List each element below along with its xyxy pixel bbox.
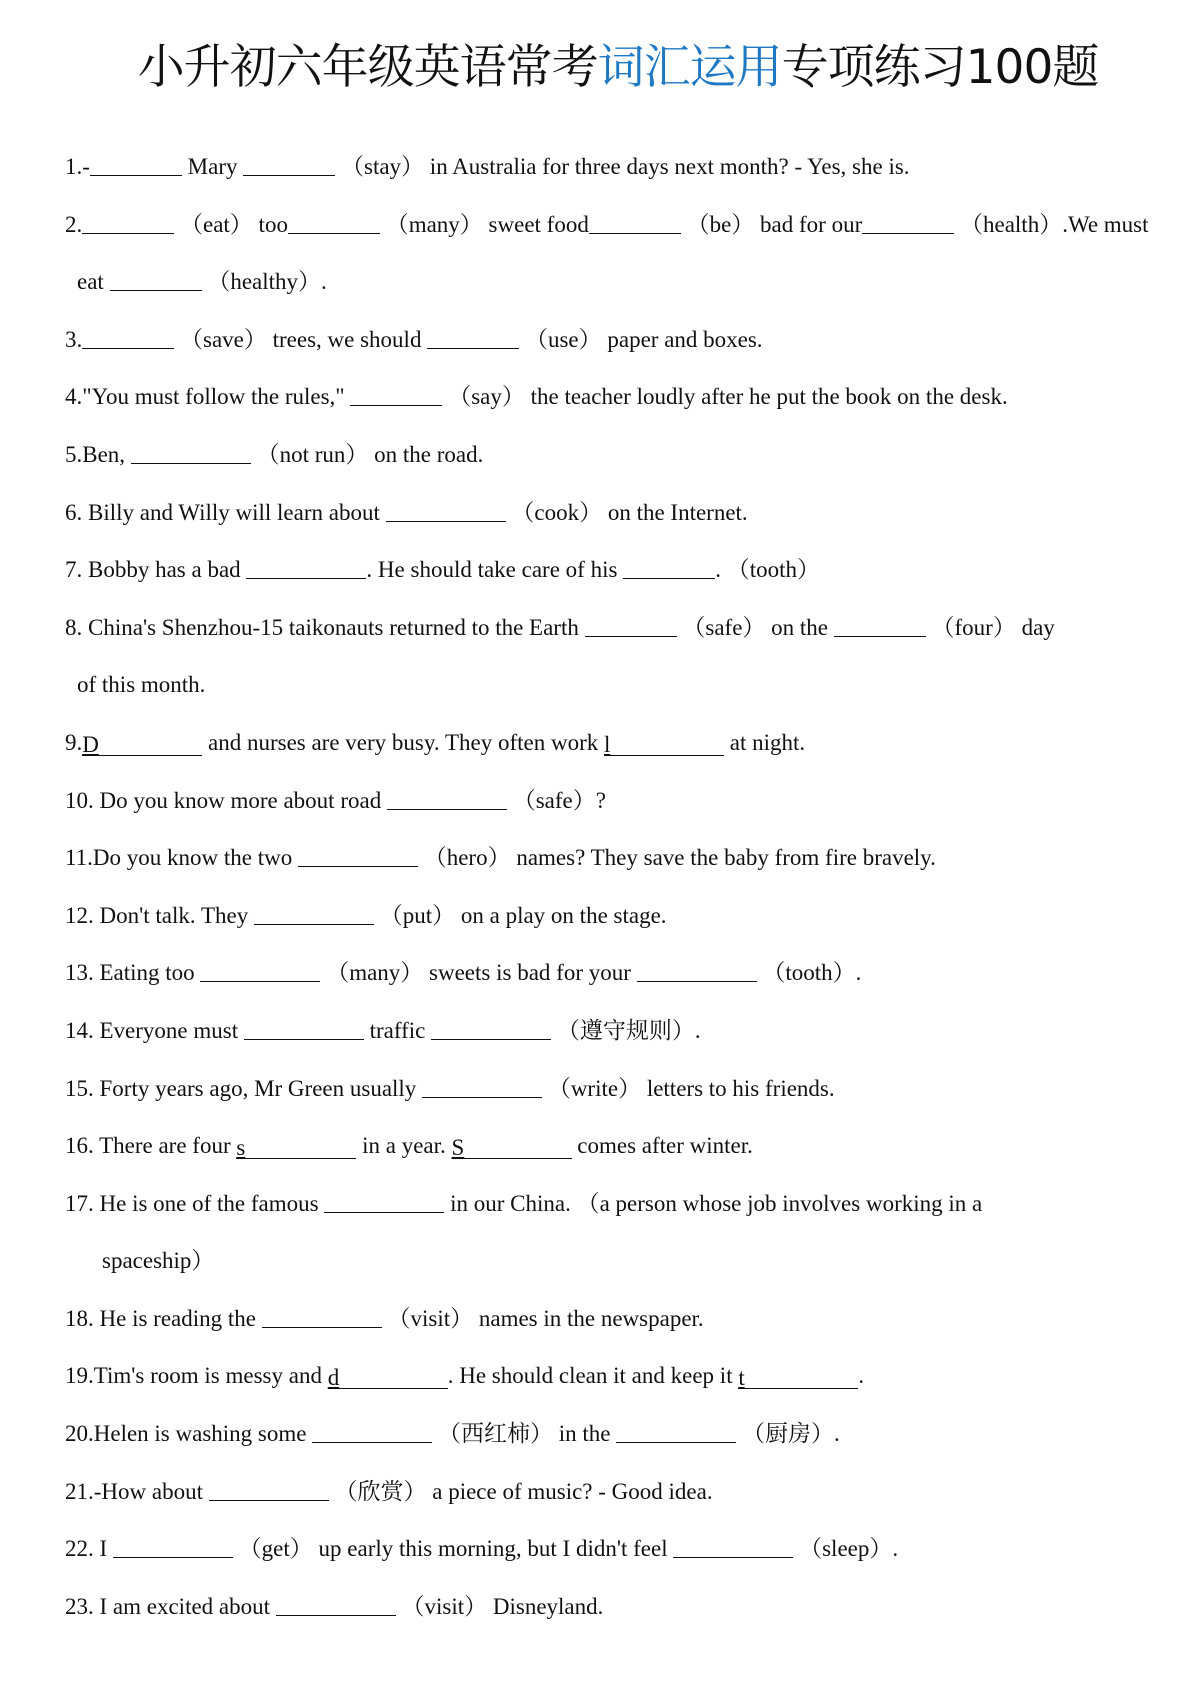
question-item [65, 1405, 1180, 1463]
question-text: 18. He is reading the [65, 1305, 262, 1331]
question-item [65, 196, 1180, 311]
question-item [65, 887, 1180, 945]
answer-blank[interactable] [246, 558, 366, 579]
question-text: . （tooth） [715, 557, 820, 583]
question-text: 10. Do you know more about road [65, 787, 387, 813]
answer-blank[interactable] [350, 385, 442, 406]
answer-blank[interactable] [623, 558, 715, 579]
question-line-continued [65, 1232, 1180, 1290]
question-text: . He should take care of his [366, 557, 624, 583]
question-line [65, 772, 1180, 830]
question-text: （stay） in Australia for three days next month? - Yes, she is. [335, 154, 910, 179]
answer-blank[interactable] [288, 213, 380, 234]
question-line [65, 1060, 1180, 1118]
answer-blank[interactable] [113, 1537, 233, 1558]
question-item [65, 1578, 1180, 1636]
question-line [65, 484, 1180, 542]
question-item [65, 1060, 1180, 1118]
question-text: at night. [724, 729, 806, 755]
question-text: of this month. [77, 672, 206, 698]
question-list [65, 138, 1180, 1635]
question-text: （visit） Disneyland. [395, 1593, 604, 1619]
answer-blank[interactable] [312, 1422, 432, 1443]
answer-blank[interactable]: s [236, 1138, 356, 1159]
question-text: eat [77, 269, 110, 295]
question-text: 20.Helen is washing some [65, 1421, 313, 1447]
question-text: Mary [181, 154, 244, 179]
answer-blank[interactable] [82, 213, 174, 234]
title-part-1: 小升初六年级英语常考 [137, 40, 598, 95]
answer-blank[interactable]: d [328, 1368, 448, 1389]
question-text: 22. I [65, 1536, 113, 1562]
question-text: （put） on a play on the stage. [373, 902, 667, 928]
question-text: 16. There are four [65, 1133, 237, 1159]
question-item [65, 772, 1180, 830]
answer-blank[interactable] [90, 155, 182, 176]
question-line-continued [65, 253, 1180, 311]
question-line [65, 311, 1180, 369]
question-text: 7. Bobby has a bad [65, 557, 247, 583]
answer-blank[interactable] [589, 213, 681, 234]
question-text: spaceship） [102, 1248, 215, 1274]
question-text: （欣赏） a piece of music? - Good idea. [328, 1478, 713, 1504]
question-item [65, 714, 1180, 772]
answer-blank[interactable]: D [82, 735, 202, 756]
question-text: （safe）? [506, 787, 606, 813]
answer-blank[interactable] [110, 270, 202, 291]
question-text: （use） paper and boxes. [519, 326, 763, 352]
question-text: 19.Tim's room is messy and [65, 1363, 328, 1389]
question-item [65, 1290, 1180, 1348]
answer-blank[interactable] [585, 616, 677, 637]
question-line [65, 714, 1180, 772]
answer-blank[interactable] [243, 155, 335, 176]
answer-blank[interactable] [209, 1480, 329, 1501]
answer-blank[interactable] [276, 1595, 396, 1616]
question-item [65, 1117, 1180, 1175]
answer-blank[interactable] [200, 961, 320, 982]
question-item [65, 829, 1180, 887]
answer-blank[interactable]: S [452, 1138, 572, 1159]
question-text: 2. [65, 211, 83, 237]
question-text: 8. China's Shenzhou-15 taikonauts returned to the Earth [65, 614, 585, 640]
question-text: （eat） too [174, 211, 288, 237]
question-item [65, 426, 1180, 484]
question-text: （visit） names in the newspaper. [381, 1305, 704, 1331]
answer-blank[interactable] [616, 1422, 736, 1443]
question-item [65, 1520, 1180, 1578]
answer-blank[interactable] [386, 501, 506, 522]
question-line [65, 1175, 1180, 1233]
answer-blank[interactable] [422, 1077, 542, 1098]
question-text: （not run） on the road. [250, 441, 484, 467]
question-text: 6. Billy and Willy will learn about [65, 499, 386, 525]
answer-blank[interactable] [324, 1192, 444, 1213]
question-text: traffic [363, 1017, 432, 1043]
question-text: （厨房）. [736, 1421, 840, 1447]
question-text: 5.Ben, [65, 441, 131, 467]
question-line-continued [65, 656, 1180, 714]
question-text: 9. [65, 729, 83, 755]
question-line [65, 368, 1180, 426]
answer-blank[interactable] [298, 846, 418, 867]
question-item [65, 484, 1180, 542]
question-text: （遵守规则）. [551, 1017, 701, 1043]
question-text: （many） sweets is bad for your [320, 960, 637, 986]
question-item [65, 944, 1180, 1002]
question-line [65, 1578, 1180, 1636]
question-line [65, 1290, 1180, 1348]
answer-blank[interactable] [262, 1307, 382, 1328]
question-item [65, 599, 1180, 714]
question-text: 13. Eating too [65, 960, 201, 986]
question-text: （cook） on the Internet. [505, 499, 748, 525]
question-text: in a year. [356, 1133, 452, 1159]
question-text: （save） trees, we should [174, 326, 428, 352]
answer-blank[interactable] [431, 1019, 551, 1040]
question-item [65, 541, 1180, 599]
question-text: . [858, 1363, 865, 1389]
question-line [65, 944, 1180, 1002]
question-line [65, 196, 1180, 254]
question-text: . He should clean it and keep it [447, 1363, 739, 1389]
question-text: （safe） on the [676, 614, 834, 640]
question-text: （sleep）. [793, 1536, 899, 1562]
question-line [65, 426, 1180, 484]
question-text: （many） sweet food [379, 211, 589, 237]
answer-blank[interactable] [82, 328, 174, 349]
answer-blank[interactable] [387, 789, 507, 810]
question-item [65, 138, 1180, 196]
question-text: 4."You must follow the rules," [65, 384, 351, 410]
question-item [65, 1463, 1180, 1521]
question-line [65, 1002, 1180, 1060]
answer-blank[interactable] [834, 616, 926, 637]
question-text: 11.Do you know the two [65, 845, 298, 871]
question-item [65, 1175, 1180, 1290]
question-line [65, 887, 1180, 945]
question-line [65, 599, 1180, 657]
question-line [65, 541, 1180, 599]
title-part-2: 专项练习100题 [781, 40, 1099, 95]
question-item [65, 311, 1180, 369]
answer-blank[interactable] [637, 961, 757, 982]
question-text: 21.-How about [65, 1478, 209, 1504]
question-text: comes after winter. [571, 1133, 753, 1159]
question-line [65, 829, 1180, 887]
question-text: （four） day [925, 614, 1055, 640]
question-text: （西红柿） in the [432, 1421, 617, 1447]
question-text: 23. I am excited about [65, 1593, 276, 1619]
question-text: （hero） names? They save the baby from fire bravely. [417, 845, 936, 871]
question-text: （tooth）. [756, 960, 862, 986]
question-text: 1.- [65, 154, 90, 179]
answer-blank[interactable]: l [604, 735, 724, 756]
question-text: 14. Everyone must [65, 1017, 244, 1043]
question-text: （health）.We must [954, 211, 1149, 237]
question-text: 17. He is one of the famous [65, 1190, 325, 1216]
question-line [65, 1405, 1180, 1463]
question-text: （get） up early this morning, but I didn't feel [232, 1536, 674, 1562]
answer-blank[interactable]: t [738, 1368, 858, 1389]
question-text: （say） the teacher loudly after he put the book on the desk. [442, 384, 1008, 410]
answer-blank[interactable] [244, 1019, 364, 1040]
question-item [65, 1347, 1180, 1405]
question-line [65, 138, 1180, 196]
question-text: 3. [65, 326, 83, 352]
question-line [65, 1520, 1180, 1578]
question-text: （healthy）. [201, 269, 327, 295]
answer-blank[interactable] [254, 904, 374, 925]
question-line [65, 1117, 1180, 1175]
title-highlight: 词汇运用 [597, 40, 782, 95]
question-line [65, 1463, 1180, 1521]
question-item [65, 368, 1180, 426]
answer-blank[interactable] [131, 443, 251, 464]
question-line [65, 1347, 1180, 1405]
answer-blank[interactable] [427, 328, 519, 349]
answer-blank[interactable] [673, 1537, 793, 1558]
question-text: （be） bad for our [680, 211, 863, 237]
question-text: 15. Forty years ago, Mr Green usually [65, 1075, 423, 1101]
question-text: in our China. （a person whose job involves working in a [444, 1190, 983, 1216]
question-item [65, 1002, 1180, 1060]
page-title [0, 36, 1190, 100]
answer-blank[interactable] [862, 213, 954, 234]
question-text: and nurses are very busy. They often work [202, 729, 604, 755]
question-text: （write） letters to his friends. [542, 1075, 835, 1101]
question-text: 12. Don't talk. They [65, 902, 254, 928]
